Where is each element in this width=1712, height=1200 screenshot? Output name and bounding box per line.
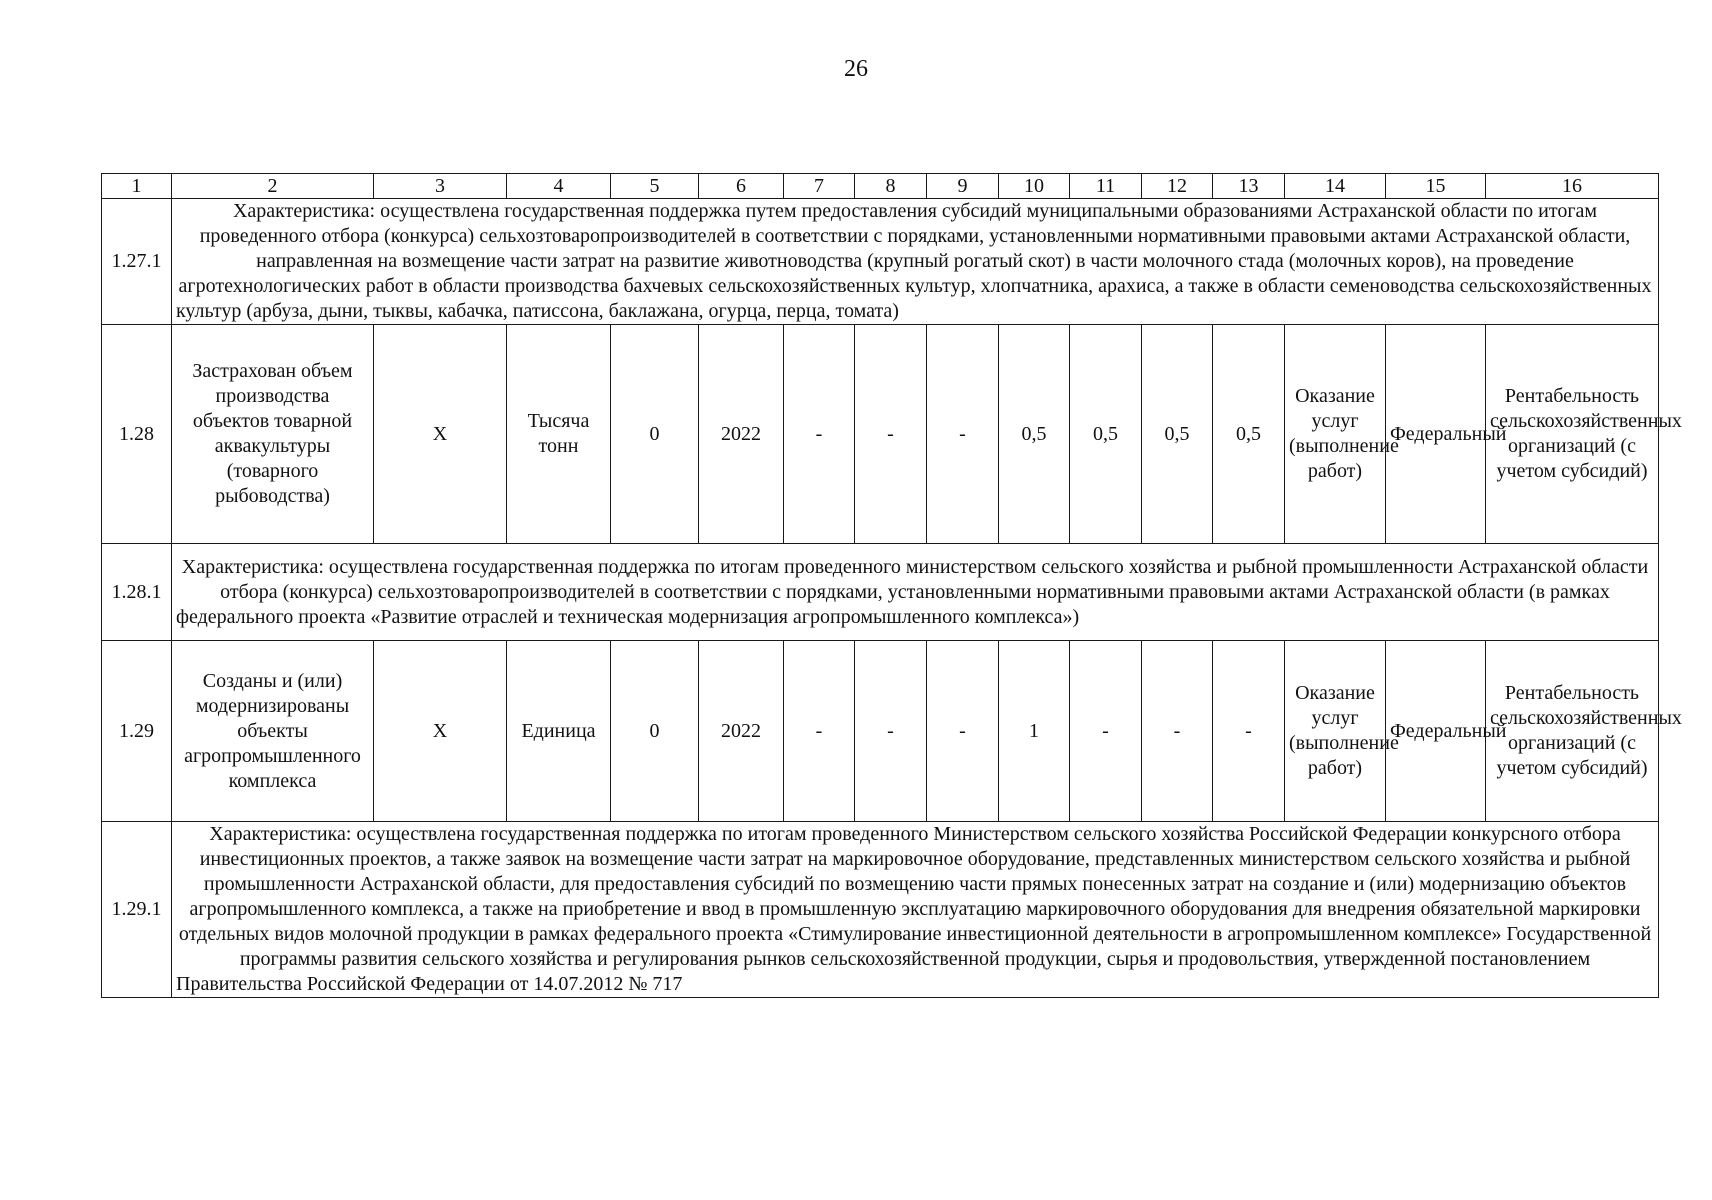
header-col-15: 15 [1386, 174, 1486, 199]
row-code: 1.29 [102, 641, 172, 822]
header-col-13: 13 [1213, 174, 1285, 199]
cell-col-9: - [927, 325, 999, 544]
unit-cell: Единица [507, 641, 611, 822]
indicators-table [101, 173, 1682, 998]
cell-col-15: Федеральный [1386, 641, 1486, 822]
header-col-2: 2 [172, 174, 374, 199]
header-col-11: 11 [1070, 174, 1142, 199]
cell-col-10: 0,5 [999, 325, 1070, 544]
row-code: 1.28.1 [102, 544, 172, 641]
indicator-name: Застрахован объем производства объектов товарной аквакультуры (товарного рыбоводства) [172, 325, 374, 544]
header-col-4: 4 [507, 174, 611, 199]
unit-cell: Тысяча тонн [507, 325, 611, 544]
characteristic-text: Характеристика: осуществлена государственная поддержка по итогам проведенного Министерством сельского хозяйства Российской Федерации конкурсного отбора инвестиционных проектов, а также заявок на возмещение части затрат на маркировочное оборудование, представленных министерством сельского хозяйства и рыбной промышленности Астраханской области, для предоставления субсидий по возмещению части прямых понесенных затрат на создание и (или) модернизацию объектов агропромышленного комплекса, а также на приобретение и ввод в промышленную эксплуатацию маркировочного оборудования для внедрения обязательной маркировки отдельных видов молочной продукции в рамках федерального проекта «Стимулирование инвестиционной деятельности в агропромышленном комплексе» Государственной программы развития сельского хозяйства и регулирования рынков сельскохозяйственной продукции, сырья и продовольствия, утвержденной постановлением Правительства Российской Федерации от 14.07.2012 № 717 [172, 822, 1659, 998]
cell-col-13: - [1213, 641, 1285, 822]
header-col-8: 8 [855, 174, 927, 199]
row-1-28 [102, 325, 1659, 544]
header-col-10: 10 [999, 174, 1070, 199]
cell-col-7: - [784, 325, 855, 544]
cell-col-10: 1 [999, 641, 1070, 822]
cell-col-16: Рентабельность сельскохозяйственных организаций (с учетом субсидий) [1486, 641, 1659, 822]
cell-col-7: - [784, 641, 855, 822]
header-col-7: 7 [784, 174, 855, 199]
cell-col-8: - [855, 641, 927, 822]
row-1-27-1 [102, 199, 1659, 325]
cell-col-11: - [1070, 641, 1142, 822]
cell-col-9: - [927, 641, 999, 822]
cell-col-16: Рентабельность сельскохозяйственных организаций (с учетом субсидий) [1486, 325, 1659, 544]
header-col-6: 6 [699, 174, 784, 199]
cell-col-14: Оказание услуг (выполнение работ) [1285, 325, 1386, 544]
row-1-29 [102, 641, 1659, 822]
page-number: 26 [844, 56, 868, 82]
header-col-5: 5 [611, 174, 699, 199]
cell-col-15: Федеральный [1386, 325, 1486, 544]
cell-col-3: X [374, 325, 507, 544]
indicator-name: Созданы и (или) модернизированы объекты агропромышленного комплекса [172, 641, 374, 822]
row-code: 1.27.1 [102, 199, 172, 325]
row-code: 1.29.1 [102, 822, 172, 998]
row-code: 1.28 [102, 325, 172, 544]
cell-col-6: 2022 [699, 641, 784, 822]
header-col-12: 12 [1142, 174, 1213, 199]
header-col-9: 9 [927, 174, 999, 199]
cell-col-6: 2022 [699, 325, 784, 544]
cell-col-13: 0,5 [1213, 325, 1285, 544]
cell-col-14: Оказание услуг (выполнение работ) [1285, 641, 1386, 822]
cell-col-8: - [855, 325, 927, 544]
characteristic-text: Характеристика: осуществлена государственная поддержка путем предоставления субсидий муниципальными образованиями Астраханской области по итогам проведенного отбора (конкурса) сельхозтоваропроизводителей в соответствии с порядками, установленными нормативными правовыми актами Астраханской области, направленная на возмещение части затрат на развитие животноводства (крупный рогатый скот) в части молочного стада (молочных коров), на проведение агротехнологических работ в области производства бахчевых сельскохозяйственных культур, хлопчатника, арахиса, а также в области семеноводства сельскохозяйственных культур (арбуза, дыни, тыквы, кабачка, патиссона, баклажана, огурца, перца, томата) [172, 199, 1659, 325]
cell-col-11: 0,5 [1070, 325, 1142, 544]
header-col-14: 14 [1285, 174, 1386, 199]
header-col-16: 16 [1486, 174, 1659, 199]
cell-col-5: 0 [611, 641, 699, 822]
characteristic-text: Характеристика: осуществлена государственная поддержка по итогам проведенного министерством сельского хозяйства и рыбной промышленности Астраханской области отбора (конкурса) сельхозтоваропроизводителей в соответствии с порядками, установленными нормативными правовыми актами Астраханской области (в рамках федерального проекта «Развитие отраслей и техническая модернизация агропромышленного комплекса») [172, 544, 1659, 641]
cell-col-5: 0 [611, 325, 699, 544]
header-col-3: 3 [374, 174, 507, 199]
header-row [102, 174, 1659, 199]
cell-col-3: X [374, 641, 507, 822]
cell-col-12: - [1142, 641, 1213, 822]
row-1-28-1 [102, 544, 1659, 641]
row-1-29-1 [102, 822, 1659, 998]
cell-col-12: 0,5 [1142, 325, 1213, 544]
header-col-1: 1 [102, 174, 172, 199]
